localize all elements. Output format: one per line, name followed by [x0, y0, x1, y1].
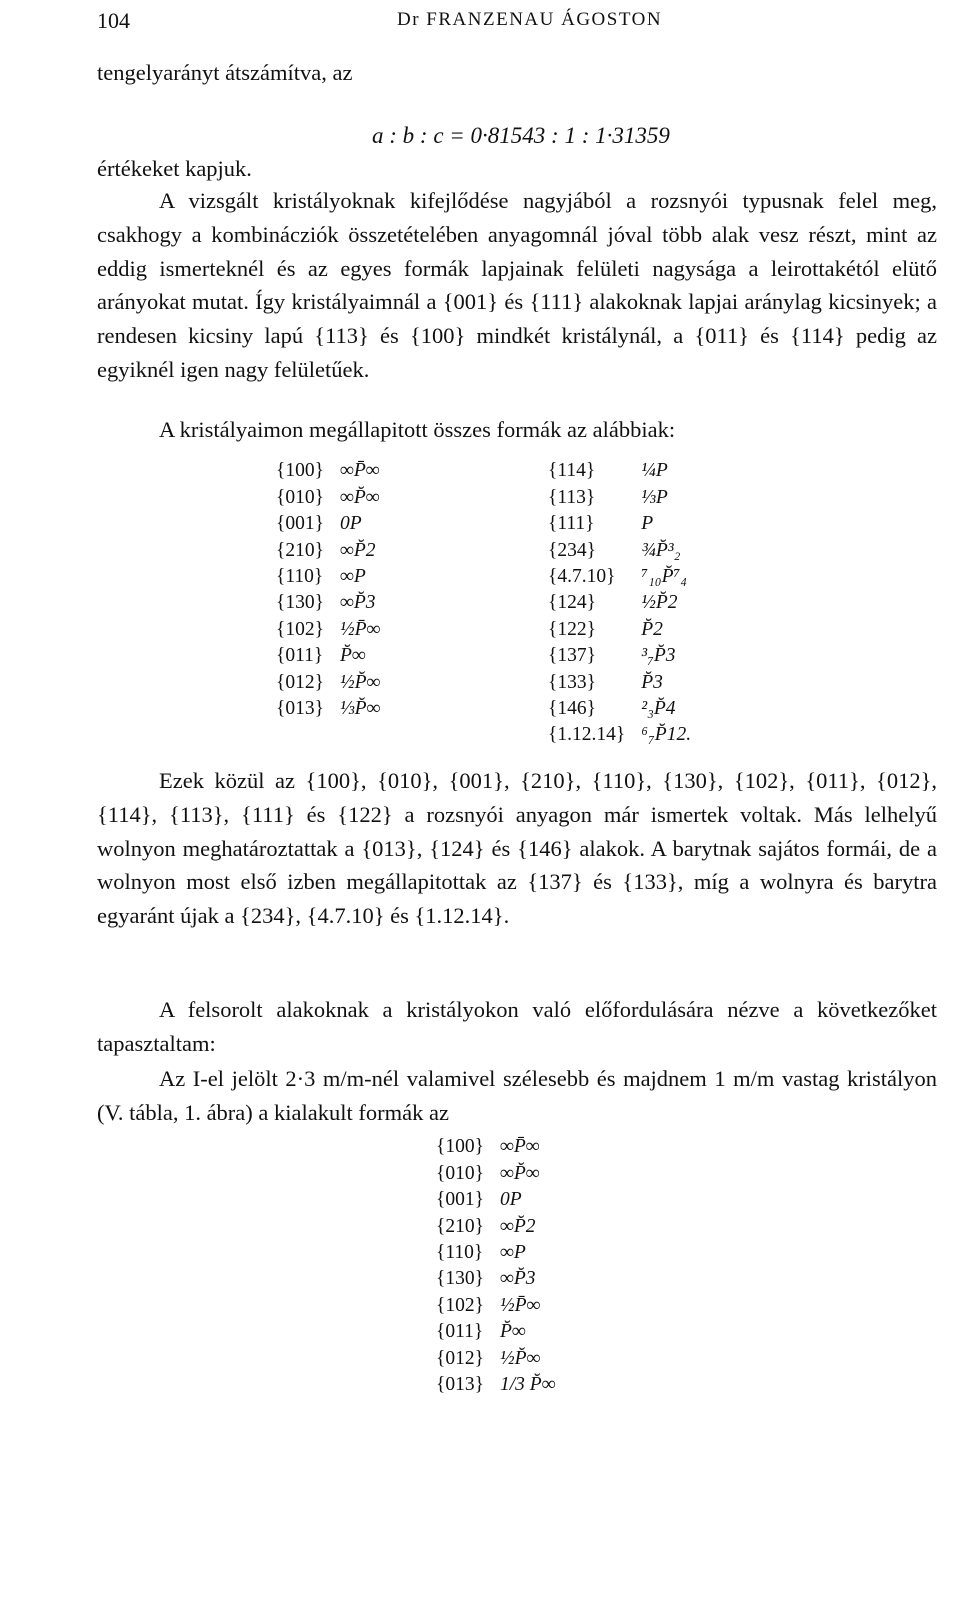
- form-index: {130}: [436, 1268, 484, 1290]
- form-row: [276, 564, 380, 590]
- form-symbol: ∞P̆3: [339, 592, 376, 614]
- form-row: [548, 484, 691, 510]
- form-symbol: ∞P̆2: [339, 539, 376, 561]
- form-index: {010}: [436, 1162, 484, 1184]
- form-index: {122}: [548, 618, 596, 640]
- form-index: {234}: [548, 539, 596, 561]
- form-row: [276, 537, 380, 563]
- form-row: [548, 564, 691, 590]
- form-symbol: ¾P̆³₂: [641, 539, 681, 561]
- form-index: {012}: [436, 1347, 484, 1369]
- form-symbol: ½P̄∞: [339, 618, 381, 640]
- form-index: {013}: [436, 1373, 484, 1395]
- form-symbol: P̆3: [641, 671, 663, 693]
- form-index: {114}: [548, 460, 596, 482]
- form-row: [436, 1266, 556, 1292]
- form-symbol: ∞P̄∞: [339, 460, 380, 482]
- form-symbol: ⅓P̆∞: [339, 697, 381, 719]
- form-index: {110}: [436, 1242, 484, 1263]
- form-symbol: ∞P̄∞: [499, 1136, 540, 1158]
- form-index: {010}: [276, 486, 324, 508]
- form-row: [276, 643, 380, 669]
- paragraph-development: A vizsgált kristályoknak kifejlődése nagyjából a rozsnyói typusnak felel meg, csakhogy a kombinácziók összetételében anyagomnál jóval több alak vesz részt, mint az eddig ismerteknél és az egyes formák lapjainak felületi nagysága a leirottakétól elütő arányokat mutat. Így kristályaimnál a {001} és {111} alakoknak lapjai aránylag kicsinyek; a rendesen kicsiny lapú {113} és {100} mindkét kristálynál, a {011} és {114} pedig az egyiknél igen nagy felületűek.: [97, 188, 937, 382]
- form-index: {001}: [276, 513, 324, 535]
- form-row: [436, 1240, 556, 1266]
- form-row: [276, 616, 380, 642]
- form-row: [436, 1372, 556, 1398]
- form-index: {001}: [436, 1189, 484, 1211]
- axial-ratio-formula: a : b : c = 0·81543 : 1 : 1·31359: [372, 123, 670, 148]
- form-index: {210}: [276, 539, 324, 561]
- forms-table-right: [548, 458, 691, 748]
- form-index: {137}: [548, 645, 596, 667]
- form-symbol: P̆∞: [499, 1321, 526, 1343]
- form-row: [548, 696, 691, 722]
- form-row: [548, 537, 691, 563]
- form-row: [436, 1292, 556, 1318]
- form-row: [548, 590, 691, 616]
- form-symbol: ∞P: [339, 566, 366, 587]
- values-line: értékeket kapjuk.: [97, 156, 252, 181]
- form-symbol: ⁶₇P̆12.: [641, 724, 692, 746]
- page-header: [97, 4, 937, 34]
- form-row: [436, 1134, 556, 1160]
- form-index: {210}: [436, 1215, 484, 1237]
- form-row: [276, 511, 380, 537]
- form-symbol: ³₇P̆3: [641, 645, 676, 667]
- form-index: {130}: [276, 592, 324, 614]
- paragraph-observations-intro: A felsorolt alakoknak a kristályokon való előfordulására nézve a következőket tapasztaltam:: [97, 997, 937, 1056]
- form-index: {011}: [436, 1321, 484, 1343]
- form-symbol: ∞P̆2: [499, 1215, 536, 1237]
- form-row: [276, 484, 380, 510]
- form-symbol: ½P̆2: [641, 592, 678, 614]
- form-index: {100}: [436, 1136, 484, 1158]
- form-row: [276, 696, 380, 722]
- form-row: [276, 669, 380, 695]
- form-symbol: P̆∞: [339, 645, 366, 667]
- form-row: [276, 458, 380, 484]
- form-row: [548, 643, 691, 669]
- page-number: 104: [97, 8, 130, 33]
- form-index: {4.7.10}: [548, 566, 616, 587]
- form-symbol: ⁷₁₀P̆⁷₄: [641, 566, 688, 587]
- form-symbol: ∞P̆∞: [499, 1162, 540, 1184]
- form-symbol: ¼P: [641, 460, 668, 482]
- forms-table-crystal-one: [436, 1134, 556, 1398]
- form-row: [436, 1319, 556, 1345]
- form-symbol: ½P̆∞: [499, 1347, 541, 1369]
- form-index: {013}: [276, 697, 324, 719]
- form-symbol: ∞P̆∞: [339, 486, 380, 508]
- paragraph-crystal-one: Az I-el jelölt 2·3 m/m-nél valamivel szélesebb és majdnem 1 m/m vastag kristályon (V. tábla, 1. ábra) a kialakult formák az: [97, 1066, 937, 1125]
- form-symbol: ⅓P: [641, 486, 668, 508]
- form-index: {111}: [548, 513, 595, 535]
- paragraph-forms-intro: A kristályaimon megállapitott összes formák az alábbiak:: [159, 417, 676, 442]
- form-row: [548, 722, 691, 748]
- form-symbol: P: [641, 513, 654, 535]
- form-index: {146}: [548, 697, 596, 719]
- form-row: [436, 1213, 556, 1239]
- form-index: {1.12.14}: [548, 724, 626, 746]
- form-symbol: P̆2: [641, 618, 663, 640]
- form-index: {113}: [548, 486, 596, 508]
- form-symbol: ²₃P̆4: [641, 697, 676, 719]
- form-row: [276, 590, 380, 616]
- form-row: [548, 669, 691, 695]
- form-symbol: ½P̆∞: [339, 671, 381, 693]
- form-index: {012}: [276, 671, 324, 693]
- form-symbol: 0P: [339, 513, 362, 535]
- form-index: {100}: [276, 460, 324, 482]
- form-row: [436, 1160, 556, 1186]
- form-symbol: ∞P̆3: [499, 1268, 536, 1290]
- form-row: [436, 1187, 556, 1213]
- form-row: [548, 616, 691, 642]
- form-row: [548, 458, 691, 484]
- form-index: {110}: [276, 566, 324, 587]
- form-index: {133}: [548, 671, 596, 693]
- intro-line: tengelyarányt átszámítva, az: [97, 60, 353, 85]
- form-symbol: 1/3 P̆∞: [499, 1373, 556, 1395]
- form-index: {102}: [436, 1294, 484, 1316]
- running-head: Dr FRANZENAU ÁGOSTON: [397, 9, 663, 30]
- form-index: {102}: [276, 618, 324, 640]
- form-row: [436, 1345, 556, 1371]
- form-symbol: ∞P: [499, 1242, 526, 1263]
- paragraph-known-forms: Ezek közül az {100}, {010}, {001}, {210}, {110}, {130}, {102}, {011}, {012}, {114}, {113}, {111} és {122} a rozsnyói anyagon már ismertek voltak. Más lelhelyű wolnyon meghatároztattak a {013}, {124} és {146} alakok. A barytnak sajátos formái, de a wolnyon most első izben megállapitottak az {137} és {133}, míg a wolnyra és barytra egyaránt újak a {234}, {4.7.10} és {1.12.14}.: [97, 768, 937, 928]
- form-index: {011}: [276, 645, 324, 667]
- form-index: {124}: [548, 592, 596, 614]
- form-symbol: 0P: [499, 1189, 522, 1211]
- form-symbol: ½P̄∞: [499, 1294, 541, 1316]
- forms-table-left: [276, 458, 380, 722]
- form-row: [548, 511, 691, 537]
